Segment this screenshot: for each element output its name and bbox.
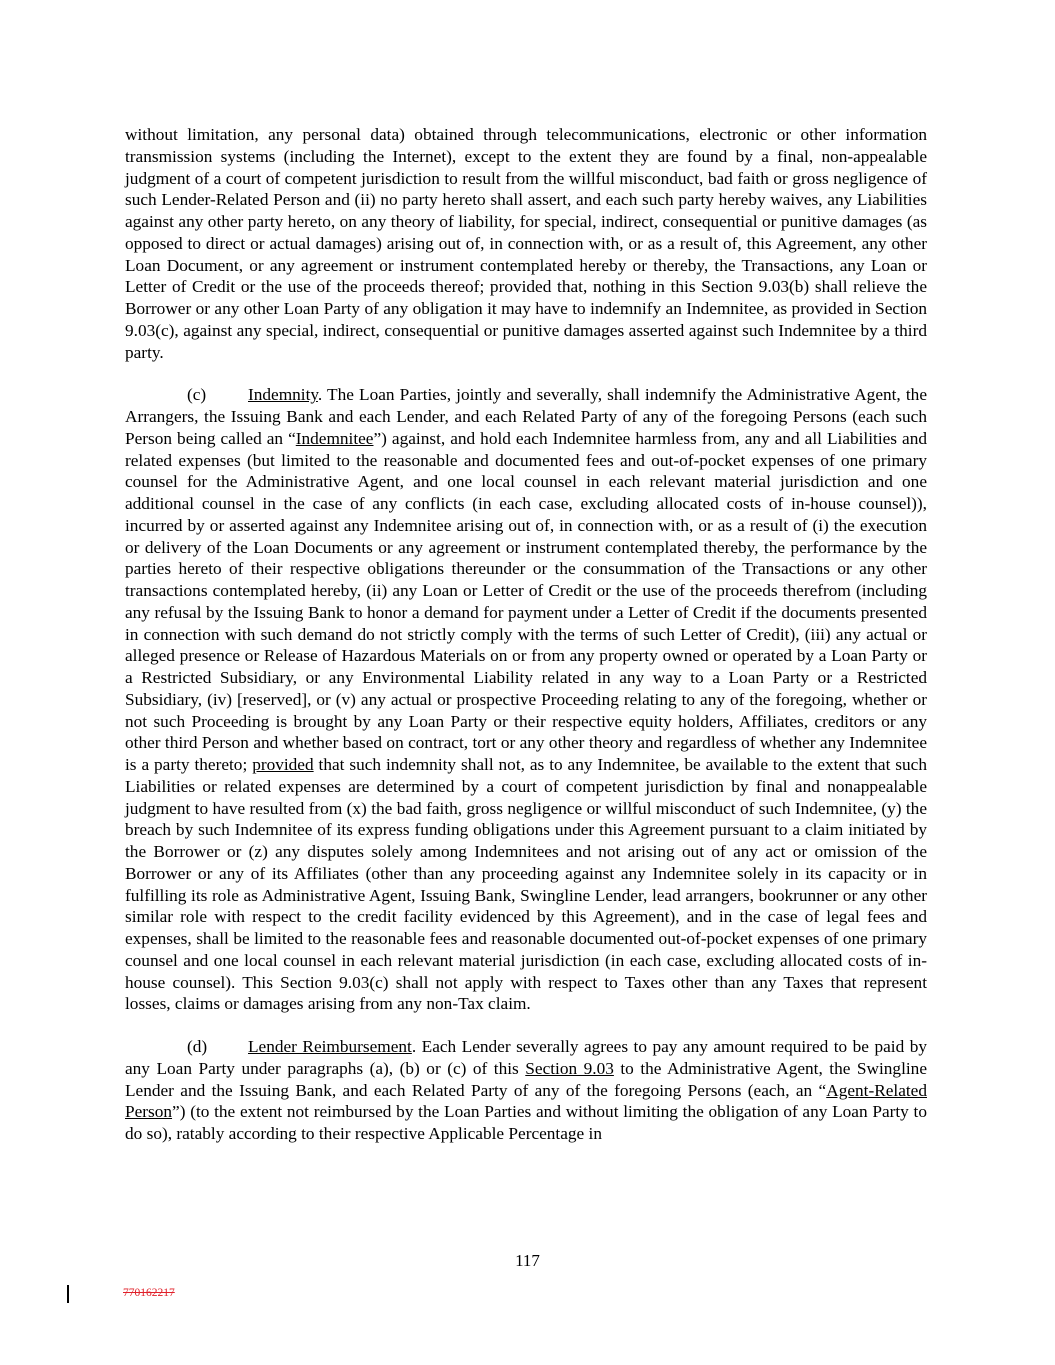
- paragraph-label: (d): [187, 1037, 208, 1056]
- page-number: 117: [515, 1251, 540, 1270]
- paragraph-text: to the Administrative Agent, the Swingline Lender and the Issuing Bank, and each Related Party of any of the foregoing Persons (each, an “: [125, 1058, 927, 1100]
- document-body: [125, 124, 927, 1166]
- paragraph-text: . Each Lender severally agrees to pay any amount required to be paid by any Loan Party under paragraphs (a), (b) or (c) of this: [125, 1037, 927, 1078]
- paragraph-text: . The Loan Parties, jointly and severally, shall indemnify the Administrative Agent, the Arrangers, the Issuing Bank and each Lender, and each Related Party of any of the foregoing Persons (each such Person being called an “: [125, 385, 927, 448]
- paragraph-text: ”) (to the extent not reimbursed by the Loan Parties and without limiting the obligation of any Loan Party to do so), ratably according to their respective Applicable Percentage in: [125, 1102, 927, 1143]
- paragraph-text: ”) against, and hold each Indemnitee harmless from, any and all Liabilities and related expenses (but limited to the reasonable and documented fees and out-of-pocket expenses of one primary counsel for the Administrative Agent, and one local counsel in each relevant material jurisdiction and one additional counsel in the case of any conflicts (in each case, excluding allocated costs of in-house counsel)), incurred by or asserted against any Indemnitee arising out of, in connection with, or as a result of (i) the execution or delivery of the Loan Documents or any agreement or instrument contemplated thereby, the performance by the parties hereto of their respective obligations thereunder or the consummation of the Transactions or any other transactions contemplated hereby, (ii) any Loan or Letter of Credit or the use of the proceeds therefrom (including any refusal by the Issuing Bank to honor a demand for payment under a Letter of Credit if the documents presented in connection with such demand do not strictly comply with the terms of such Letter of Credit), (iii) any actual or alleged presence or Release of Hazardous Materials on or from any property owned or operated by a Loan Party or a Restricted Subsidiary, or any Environmental Liability related in any way to a Loan Party or a Restricted Subsidiary, (iv) [reserved], or (v) any actual or prospective Proceeding relating to any of the foregoing, whether or not such Proceeding is brought by any Loan Party or their respective equity holders, Affiliates, creditors or any other third Person and whether based on contract, tort or any other theory and regardless of whether any Indemnitee is a party thereto;: [125, 428, 927, 774]
- change-bar: [67, 1285, 69, 1303]
- paragraph: [125, 124, 927, 363]
- paragraph: [125, 384, 927, 1015]
- paragraph-label: (c): [187, 385, 207, 405]
- defined-term: Lender Reimbursement: [248, 1037, 412, 1056]
- paragraph: [125, 1036, 927, 1145]
- paragraph-text: without limitation, any personal data) obtained through telecommunications, electronic or other information transmission systems (including the Internet), except to the extent they are found by a final, non-appealable judgment of a court of competent jurisdiction to result from the willful misconduct, bad faith or gross negligence of such Lender-Related Person and (ii) no party hereto shall assert, and each such party hereby waives, any Liabilities against any other party hereto, on any theory of liability, for special, indirect, consequential or punitive damages (as opposed to direct or actual damages) arising out of, in connection with, or as a result of, this Agreement, any other Loan Document, or any agreement or instrument contemplated hereby or thereby, the Transactions, any Loan or Letter of Credit or the use of the proceeds thereof; provided that, nothing in this Section 9.03(b) shall relieve the Borrower or any other Loan Party of any obligation it may have to indemnify an Indemnitee, as provided in Section 9.03(c), against any special, indirect, consequential or punitive damages asserted against such Indemnitee by a third party.: [125, 125, 927, 362]
- paragraph-text: that such indemnity shall not, as to any Indemnitee, be available to the extent that such Liabilities or related expenses are determined by a court of competent jurisdiction by final and nonappealable judgment to have resulted from (x) the bad faith, gross negligence or willful misconduct of such Indemnitee, (y) the breach by such Indemnitee of its express funding obligations under this Agreement pursuant to a claim initiated by the Borrower or (z) any disputes solely among Indemnitees and not arising out of any act or omission of the Borrower or any of its Affiliates (other than any proceeding against any Indemnitee solely in its capacity or in fulfilling its role as Administrative Agent, Issuing Bank, Swingline Lender, lead arrangers, bookrunner or any other similar role with respect to the credit facility evidenced by this Agreement), and in the case of legal fees and expenses, shall be limited to the reasonable fees and reasonable documented out-of-pocket expenses of one primary counsel and one local counsel in each relevant material jurisdiction (in each case, excluding allocated costs of in-house counsel). This Section 9.03(c) shall not apply with respect to Taxes other than any Taxes that represent losses, claims or damages arising from any non-Tax claim.: [125, 755, 927, 1014]
- defined-term: Section 9.03: [525, 1058, 614, 1078]
- defined-term: provided: [252, 755, 314, 774]
- document-id: 770162217: [123, 1287, 175, 1299]
- defined-term: Agent-Related Person: [125, 1080, 927, 1122]
- defined-term: Indemnitee: [295, 428, 374, 448]
- defined-term: Indemnity: [248, 385, 318, 405]
